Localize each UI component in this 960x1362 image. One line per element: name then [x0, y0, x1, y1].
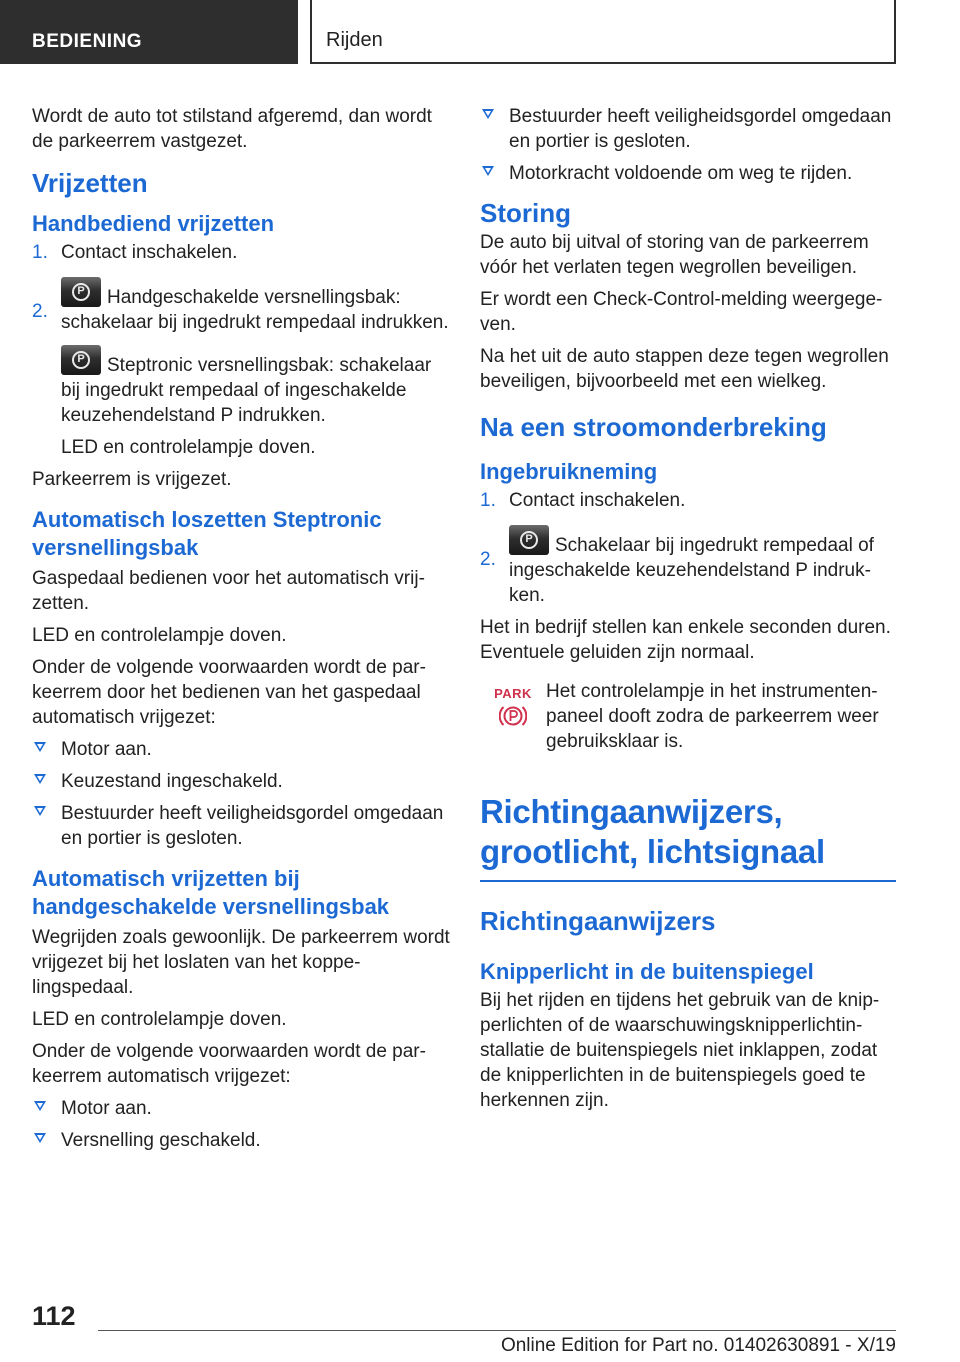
paragraph: De auto bij uitval of storing van de parkeerrem vóór het verlaten tegen wegrollen beveiligen. [480, 232, 869, 278]
list-item-text: Motorkracht voldoende om weg te rijden. [509, 163, 853, 184]
released-paragraph: Parkeerrem is vrijgezet. [32, 469, 232, 490]
list-item-text: Motor aan. [61, 1098, 152, 1119]
step-text: Contact inschakelen. [509, 490, 686, 511]
step-item [480, 520, 896, 608]
brake-circle-icon [499, 703, 527, 729]
paragraph: LED en controlelampje doven. [32, 1009, 287, 1030]
list-item [32, 801, 450, 851]
heading-storing: Storing [480, 198, 571, 228]
triangle-bullet-icon [482, 166, 494, 176]
triangle-bullet-icon [34, 774, 46, 784]
triangle-bullet-icon [34, 1101, 46, 1111]
step-number: 1. [32, 242, 48, 263]
list-item-text: Bestuurder heeft veiligheidsgordel omgedaan en portier is gesloten. [509, 106, 892, 152]
paragraph: Na het uit de auto stappen deze tegen wegrollen beveiligen, bijvoorbeeld met een wielkeg. [480, 346, 889, 392]
heading-richtingaanwijzers-major: Richtingaanwijzers, grootlicht, lichtsignaal [480, 792, 896, 882]
heading-handbediend: Handbediend vrijzetten [32, 211, 275, 236]
list-item-text: Bestuurder heeft veiligheidsgordel omgedaan en portier is gesloten. [61, 803, 444, 849]
page-number: 112 [32, 1301, 76, 1331]
triangle-bullet-icon [34, 806, 46, 816]
intro-paragraph: Wordt de auto tot stilstand afgeremd, dan wordt de parkeerrem vastgezet. [32, 106, 432, 152]
chapter-tab [310, 0, 896, 64]
triangle-bullet-icon [34, 1133, 46, 1143]
list-item [32, 769, 450, 794]
paragraph: Onder de volgende voorwaarden wordt de parkeerrem automatisch vrijgezet: [32, 1041, 426, 1087]
paragraph: Gaspedaal bedienen voor het automatisch vrijzetten. [32, 568, 425, 614]
paragraph: Onder de volgende voorwaarden wordt de parkeerrem door het bedienen van het gaspedaal automatisch vrijgezet: [32, 657, 426, 728]
step-item [32, 272, 450, 460]
list-item [32, 1128, 450, 1153]
list-item-text: Motor aan. [61, 739, 152, 760]
list-item-text: Versnelling geschakeld. [61, 1130, 261, 1151]
park-notice [480, 679, 896, 754]
edition-note: Online Edition for Part no. 01402630891 - X/19 [500, 1335, 896, 1356]
section-title: BEDIENING [32, 31, 143, 52]
startup-steps [480, 488, 896, 608]
chapter-title: Rijden [326, 29, 383, 51]
heading-knipperlicht: Knipperlicht in de buitenspiegel [480, 959, 814, 984]
step-text: Schakelaar bij ingedrukt rempedaal of ingeschakelde keuzehendelstand P indrukken. [509, 535, 874, 606]
paragraph: LED en controlelampje doven. [32, 625, 287, 646]
heading-auto-manual: Automatisch vrijzetten bij handgeschakelde versnellingsbak [32, 866, 390, 919]
heading-auto-steptronic: Automatisch loszetten Steptronic versnellingsbak [32, 507, 382, 560]
step-item [480, 488, 896, 513]
park-warning-icon [480, 679, 546, 754]
list-item [480, 161, 896, 186]
paragraph: Het in bedrijf stellen kan enkele seconden duren. Eventuele geluiden zijn normaal. [480, 617, 891, 663]
list-item [32, 737, 450, 762]
step-text: Contact inschakelen. [61, 242, 238, 263]
section-tab [0, 0, 298, 64]
triangle-bullet-icon [482, 109, 494, 119]
heading-power-interruption: Na een stroomonderbreking [480, 412, 827, 442]
step-item [32, 240, 450, 265]
parking-brake-button-icon [61, 277, 101, 307]
paragraph: Wegrijden zoals gewoonlijk. De parkeerrem wordt vrijgezet bij het loslaten van het koppelingspedaal. [32, 927, 450, 998]
step-sub [61, 345, 450, 428]
step-number: 2. [32, 301, 48, 322]
park-icon-label: PARK [494, 686, 532, 701]
release-steps [32, 240, 450, 460]
conditions-list [32, 737, 450, 851]
conditions-list [480, 104, 896, 186]
conditions-list [32, 1096, 450, 1153]
step-number: 2. [480, 549, 496, 570]
park-notice-text: Het controlelampje in het instrumentenpaneel dooft zodra de parkeerrem weer gebruiksklaar is. [546, 681, 879, 752]
step-number: 1. [480, 490, 496, 511]
step-text: Handgeschakelde versnellingsbak: schakelaar bij ingedrukt rempedaal indrukken. [61, 287, 449, 333]
heading-vrijzetten: Vrijzetten [32, 168, 148, 198]
heading-ingebruikneming: Ingebruikneming [480, 459, 658, 484]
paragraph: Er wordt een Check-Control-melding weergegeven. [480, 289, 883, 335]
footer-divider [98, 1330, 896, 1331]
list-item-text: Keuzestand ingeschakeld. [61, 771, 283, 792]
triangle-bullet-icon [34, 742, 46, 752]
list-item [480, 104, 896, 154]
step-sub2: LED en controlelampje doven. [61, 437, 316, 458]
parking-brake-button-icon [61, 345, 101, 375]
step-sub-text: Steptronic versnellingsbak: schakelaar bij ingedrukt rempedaal of ingeschakelde keuzehendelstand P indrukken. [61, 355, 432, 426]
heading-richtingaanwijzers: Richtingaanwijzers [480, 906, 716, 936]
right-column [480, 104, 896, 1120]
left-column [32, 104, 450, 1160]
parking-brake-button-icon [509, 525, 549, 555]
paragraph: Bij het rijden en tijdens het gebruik van de knipperlichten of de waarschuwingsknipperlichtinstallatie de buitenspiegels niet inklappen, zodat de knipperlichten in de buitenspiegels goed te herkennen zijn. [480, 990, 880, 1111]
list-item [32, 1096, 450, 1121]
